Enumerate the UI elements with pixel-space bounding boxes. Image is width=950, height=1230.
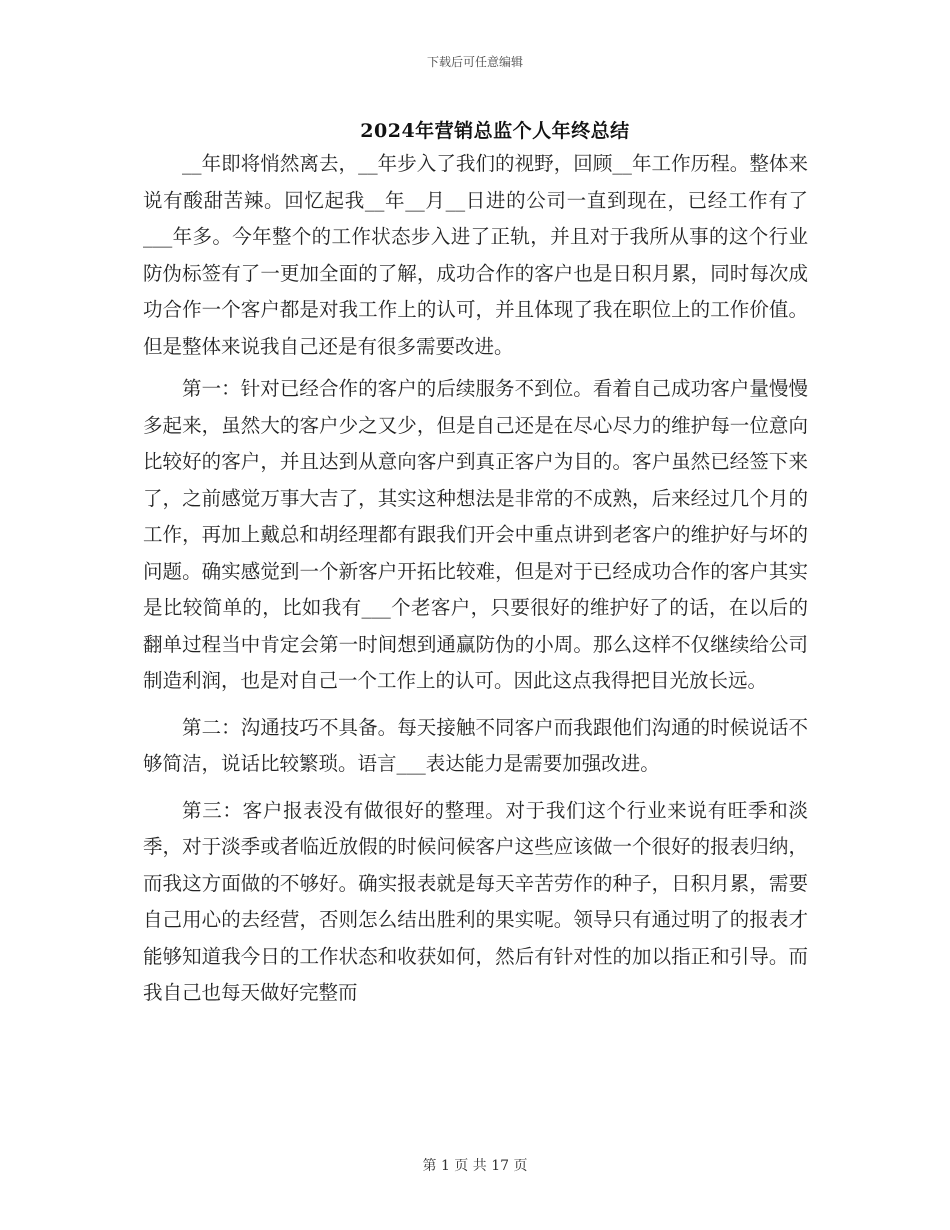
paragraph-point-2: 第二：沟通技巧不具备。每天接触不同客户而我跟他们沟通的时候说话不够简洁，说话比较繁琐。语言___表达能力是需要加强改进。	[143, 715, 808, 775]
paragraph-point-1: 第一：针对已经合作的客户的后续服务不到位。看着自己成功客户量慢慢多起来，虽然大的客户少之又少，但是自己还是在尽心尽力的维护每一位意向比较好的客户，并且达到从意向客户到真正客户为目的。客户虽然已经签下来了，之前感觉万事大吉了，其实这种想法是非常的不成熟，后来经过几个月的工作，再加上戴总和胡经理都有跟我们开会中重点讲到老客户的维护好与坏的问题。确实感觉到一个新客户开拓比较难，但是对于已经成功合作的客户其实是比较简单的，比如我有___个老客户，只要很好的维护好了的话，在以后的翻单过程当中肯定会第一时间想到通赢防伪的小周。那么这样不仅继续给公司制造利润，也是对自己一个工作上的认可。因此这点我得把目光放长远。	[143, 377, 808, 692]
document-title: 2024年营销总监个人年终总结	[360, 120, 630, 142]
paragraph-intro: __年即将悄然离去，__年步入了我们的视野，回顾__年工作历程。整体来说有酸甜苦辣。回忆起我__年__月__日进的公司一直到现在，已经工作有了___年多。今年整个的工作状态步入进了正轨，并且对于我所从事的这个行业防伪标签有了一更加全面的了解，成功合作的客户也是日积月累，同时每次成功合作一个客户都是对我工作上的认可，并且体现了我在职位上的工作价值。但是整体来说我自己还是有很多需要改进。	[143, 152, 808, 358]
page-number-footer: 第 1 页 共 17 页	[422, 1158, 528, 1174]
page-header-note: 下载后可任意编辑	[426, 55, 523, 69]
paragraph-point-3: 第三：客户报表没有做很好的整理。对于我们这个行业来说有旺季和淡季，对于淡季或者临近放假的时候问候客户这些应该做一个很好的报表归纳，而我这方面做的不够好。确实报表就是每天辛苦劳作的种子，日积月累，需要自己用心的去经营，否则怎么结出胜利的果实呢。领导只有通过明了的报表才能够知道我今日的工作状态和收获如何，然后有针对性的加以指正和引导。而我自己也每天做好完整而	[143, 798, 808, 1004]
document-body	[143, 146, 808, 1022]
